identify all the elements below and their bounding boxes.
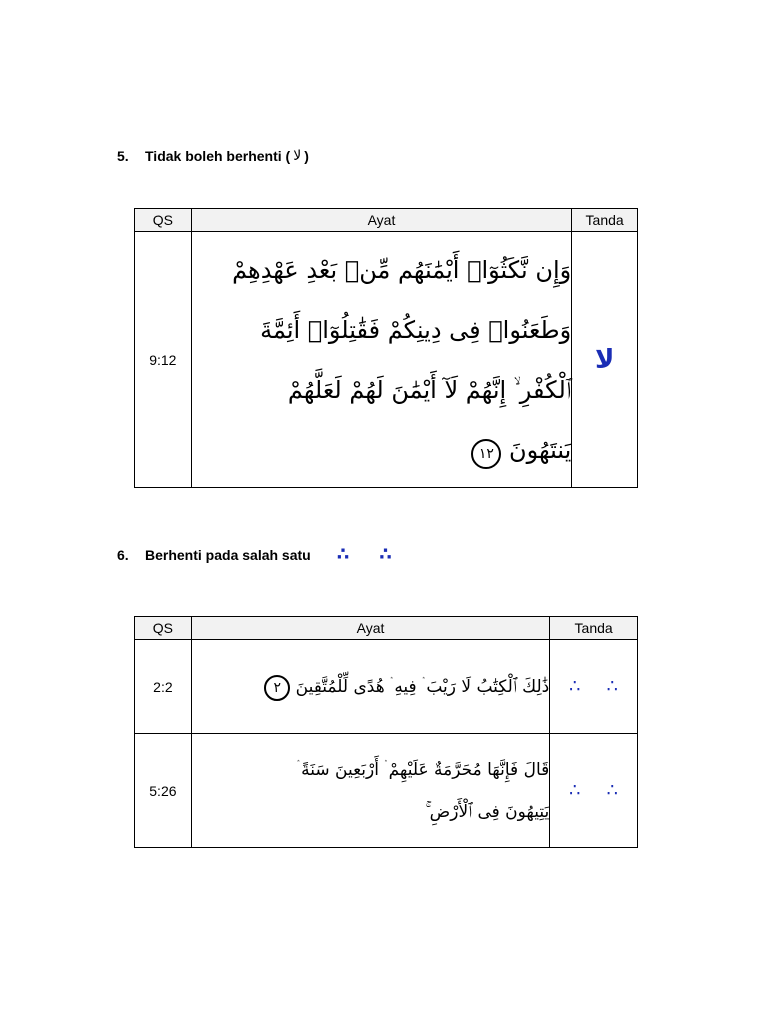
header-tanda: Tanda (572, 209, 638, 232)
section-number: 5. (117, 148, 129, 164)
header-ayat: Ayat (191, 617, 549, 640)
tanda-cell (572, 232, 638, 488)
section-6-table (134, 616, 638, 848)
ayat-cell (191, 734, 549, 848)
three-dots-mark: ∴ (569, 780, 581, 800)
qs-cell: 2:2 (135, 640, 192, 734)
section-title-end: ) (304, 148, 309, 164)
tanda-cell (550, 640, 638, 734)
ayat-line: يَتِيهُونَ فِى ٱلْأَرْضِ ۚ (425, 801, 550, 822)
header-ayat: Ayat (191, 209, 572, 232)
section-5-table (134, 208, 638, 488)
table-row (135, 640, 638, 734)
three-dots-mark: ∴ (569, 676, 581, 696)
ayah-number-badge: ١٢ (471, 439, 501, 469)
header-qs: QS (135, 617, 192, 640)
qs-cell: 9:12 (135, 232, 192, 488)
section-6-heading (117, 544, 392, 565)
ayah-number-badge: ٢ (264, 675, 290, 701)
ayat-cell (191, 640, 549, 734)
three-dots-mark: ∴ (379, 544, 392, 564)
ayat-line: وَطَعَنُوا۟ فِى دِينِكُمْ فَقَٰتِلُوٓا۟ أَئِمَّةَ (260, 315, 572, 344)
section-number: 6. (117, 546, 129, 563)
ayat-line: ٱلْكُفْرِ ۙ إِنَّهُمْ لَآ أَيْمَٰنَ لَهُمْ لَعَلَّهُمْ (287, 375, 572, 404)
three-dots-mark: ∴ (606, 676, 619, 696)
waqf-la-mark: لا (594, 344, 615, 375)
ayat-line (192, 420, 572, 480)
ayat-line-text: يَنتَهُونَ (509, 435, 572, 464)
section-title: Berhenti pada salah satu (145, 546, 311, 563)
header-tanda: Tanda (550, 617, 638, 640)
three-dots-mark: ∴ (606, 780, 619, 800)
tanda-cell (550, 734, 638, 848)
ayat-cell (191, 232, 572, 488)
section-5-heading (117, 148, 309, 164)
ayat-line-text: ذَٰلِكَ ٱلْكِتَٰبُ لَا رَيْبَ ۛ فِيهِ ۛ هُدًى لِّلْمُتَّقِينَ (295, 676, 550, 697)
ayat-line: وَإِن نَّكَثُوٓا۟ أَيْمَٰنَهُم مِّنۢ بَعْدِ عَهْدِهِمْ (232, 255, 572, 284)
ayat-line (192, 667, 549, 707)
table-row (135, 232, 638, 488)
header-qs: QS (135, 209, 192, 232)
table-row (135, 734, 638, 848)
three-dots-mark: ∴ (336, 544, 350, 564)
waqf-la-mark: لا (293, 148, 302, 164)
ayat-line: قَالَ فَإِنَّهَا مُحَرَّمَةٌ عَلَيْهِمْ ۛ أَرْبَعِينَ سَنَةً ۛ (296, 759, 550, 780)
qs-cell: 5:26 (135, 734, 192, 848)
section-title: Tidak boleh berhenti ( (145, 148, 291, 164)
